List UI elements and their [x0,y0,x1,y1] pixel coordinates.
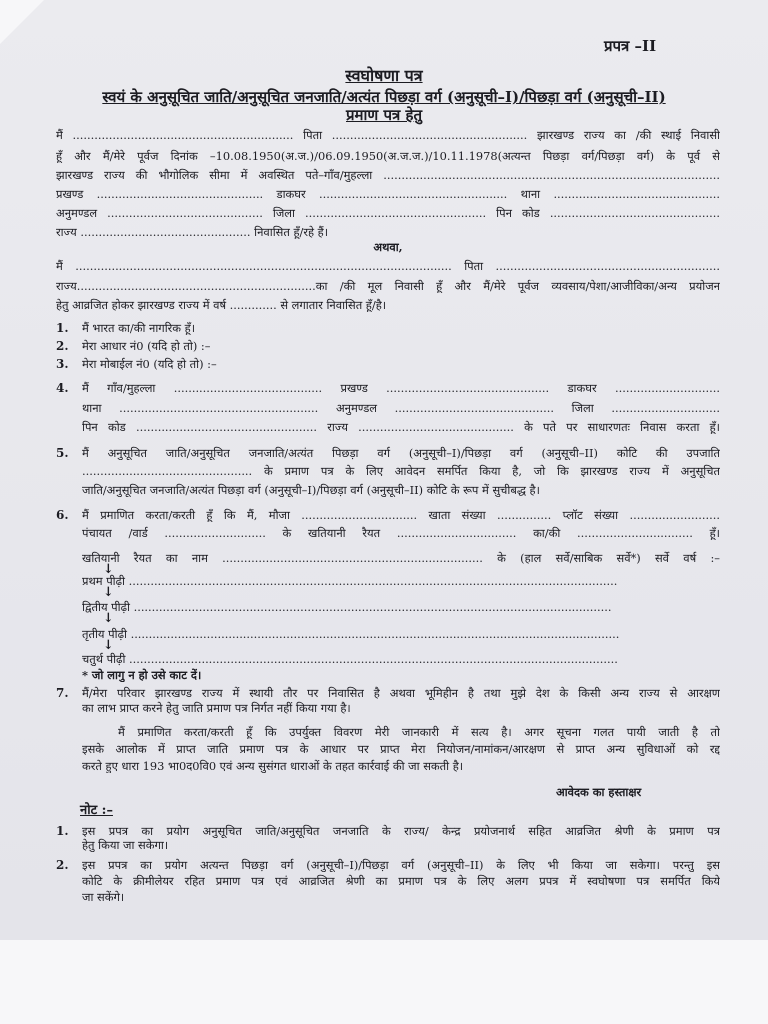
applicant-signature-label: आवेदक का हस्ताक्षर [556,785,642,799]
item5-line: जाति/अनुसूचित जनजाति/अत्यंत पिछड़ा वर्ग (अनुसूची–I)/पिछड़ा वर्ग (अनुसूची–II) कोटि के रूप में सुचीबद्ध है। [82,483,540,497]
item-number: 7. [56,686,69,700]
para1-line: हूँ और मैं/मेरे पूर्वज दिनांक –10.08.1950(अ.ज.)/06.09.1950(अ.ज.ज.)/10.11.1978(अत्यन्त पिछड़ा वर्ग/पिछड़ा वर्ग) के पूर्व से [56,149,720,163]
para2-line: राज्य..................................................................का /की मूल निवासी हूँ और मैं/मेरे पूर्वज व्यवसाय/पेशा/आजीविका/अन्य प्रयोजन [56,279,720,293]
item-number: 1. [56,321,69,335]
note-heading: नोट :– [80,803,113,818]
item-number: 4. [56,381,69,395]
note-line: इस प्रपत्र का प्रयोग अनुसूचित जाति/अनुसूचित जनजाति के राज्य/ केन्द्र प्रयोजनार्थ सहित आव्रजित श्रेणी के प्रमाण पत्र [82,824,720,838]
note-line: जा सकेंगे। [82,890,125,904]
item7-line: मैं/मेरा परिवार झारखण्ड राज्य में स्थायी तौर पर निवासित है अथवा भूमिहीन है तथा मुझे देश के किसी अन्य राज्य से आरक्षण [82,686,720,700]
down-arrow-icon: ↓ [103,585,114,600]
para1-line: झारखण्ड राज्य की भौगोलिक सीमा में अवस्थित पते–गाँव/मुहल्ला ............................................................................................. [56,168,720,182]
para1-line: अनुमण्डल ........................................... जिला .................................................. पिन कोड ............................................... [56,206,720,220]
item6-line: मैं प्रमाणित करता/करती हूँ कि मैं, मौजा ................................ खाता संख्या ............... प्लॉट संख्या ......................... [82,508,720,522]
note-number: 1. [56,824,69,838]
form-title: स्वघोषणा पत्र [345,66,423,85]
form-number: प्रपत्र –II [604,37,657,55]
item5-line: मैं अनुसूचित जाति/अनुसूचित जनजाति/अत्यंत पिछड़ा वर्ग (अनुसूची–I)/पिछड़ा वर्ग (अनुसूची–II) कोटि की उपजाति [82,446,720,460]
down-arrow-icon: ↓ [103,562,114,577]
form-subtitle: स्वयं के अनुसूचित जाति/अनुसूचित जनजाति/अत्यंत पिछड़ा वर्ग (अनुसूची–I)/पिछड़ा वर्ग (अनुसूची–II) [102,88,666,106]
item-text: मेरा आधार नं0 (यदि हो तो) :– [82,339,211,353]
note-line: इस प्रपत्र का प्रयोग अत्यन्त पिछड़ा वर्ग (अनुसूची–I)/पिछड़ा वर्ग (अनुसूची–II) के लिए भी किया जा सकेगा। परन्तु इस [82,858,720,872]
note-number: 2. [56,858,69,872]
declaration-line: मैं प्रमाणित करता/करती हूँ कि उपर्युक्त विवरण मेरी जानकारी में सत्य है। अगर सूचना गलत पायी जाती है तो [118,725,720,739]
para1-line: प्रखण्ड .............................................. डाकघर .................................................... थाना .............................................. [56,187,720,201]
item-number: 5. [56,446,69,460]
item-number: 3. [56,357,69,371]
page-fold [0,0,44,44]
generation-line: प्रथम पीढ़ी ....................................................................................................................................... [82,574,618,588]
generation-line: चतुर्थ पीढ़ी ....................................................................................................................................... [82,652,618,666]
footnote: * जो लागु न हो उसे काट दें। [82,668,202,682]
declaration-line: इसके आलोक में प्राप्त जाति प्रमाण पत्र के आधार पर प्राप्त मेरा नियोजन/नामांकन/आरक्षण से प्राप्त अन्य सुविधाओं को रद्द [82,742,720,756]
generation-line: द्वितीय पीढ़ी .................................................................................................................................... [82,600,612,614]
item4-line: पिन कोड .................................................. राज्य ........................................... के पते पर साधारणतः निवास करता हूँ। [82,420,720,434]
declaration-line: करते हुए धारा 193 भा0द0वि0 एवं अन्य सुसंगत धाराओं के तहत कार्रवाई की जा सकती है। [82,759,464,773]
para1-line: मैं ............................................................. पिता ...................................................... झारखण्ड राज्य का /की स्थाई निवासी [56,128,720,142]
form-subtitle-2: प्रमाण पत्र हेतु [346,106,422,124]
down-arrow-icon: ↓ [103,611,114,626]
note-line: हेतु किया जा सकेगा। [82,838,169,852]
item-text: मेरा मोबाईल नं0 (यदि हो तो) :– [82,357,217,371]
scan-margin [0,940,768,1024]
note-line: कोटि के क्रीमीलेयर रहित प्रमाण पत्र एवं आव्रजित श्रेणी का प्रमाण पत्र के लिए अलग प्रपत्र में स्वघोषणा पत्र समर्पित किये [82,874,720,888]
item-number: 2. [56,339,69,353]
item4-line: मैं गाँव/मुहल्ला ......................................... प्रखण्ड ............................................. डाकघर ............................. [82,381,720,395]
generation-line: तृतीय पीढ़ी ....................................................................................................................................... [82,627,620,641]
item6-line: पंचायत /वार्ड ............................ के खतियानी रैयत ................................. का/की ................................ हूँ। [82,526,720,540]
para1-line: राज्य ............................................... निवासित हूँ/रहे हैं। [56,225,329,239]
para2-line: मैं ........................................................................................................ पिता .............................................................. [56,259,720,273]
khatiyani-raiyat-line: खतियानी रैयत का नाम ........................................................................ के (हाल सर्वे/साबिक सर्वे*) सर्वे वर्ष :– [82,551,720,565]
item4-line: थाना ....................................................... अनुमण्डल ............................................ जिला .............................. [82,401,720,415]
item5-line: ............................................... के प्रमाण पत्र के लिए आवेदन समर्पित किया है, जो कि झारखण्ड राज्य में अनुसूचित [82,464,720,478]
or-separator: अथवा, [373,240,403,254]
item-number: 6. [56,508,69,522]
item7-line: का लाभ प्राप्त करने हेतु जाति प्रमाण पत्र निर्गत नहीं किया गया है। [82,701,351,715]
para2-line: हेतु आव्रजित होकर झारखण्ड राज्य में वर्ष ............. से लगातार निवासित हूँ/है। [56,298,387,312]
item-text: मैं भारत का/की नागरिक हूँ। [82,321,196,335]
down-arrow-icon: ↓ [103,638,114,653]
